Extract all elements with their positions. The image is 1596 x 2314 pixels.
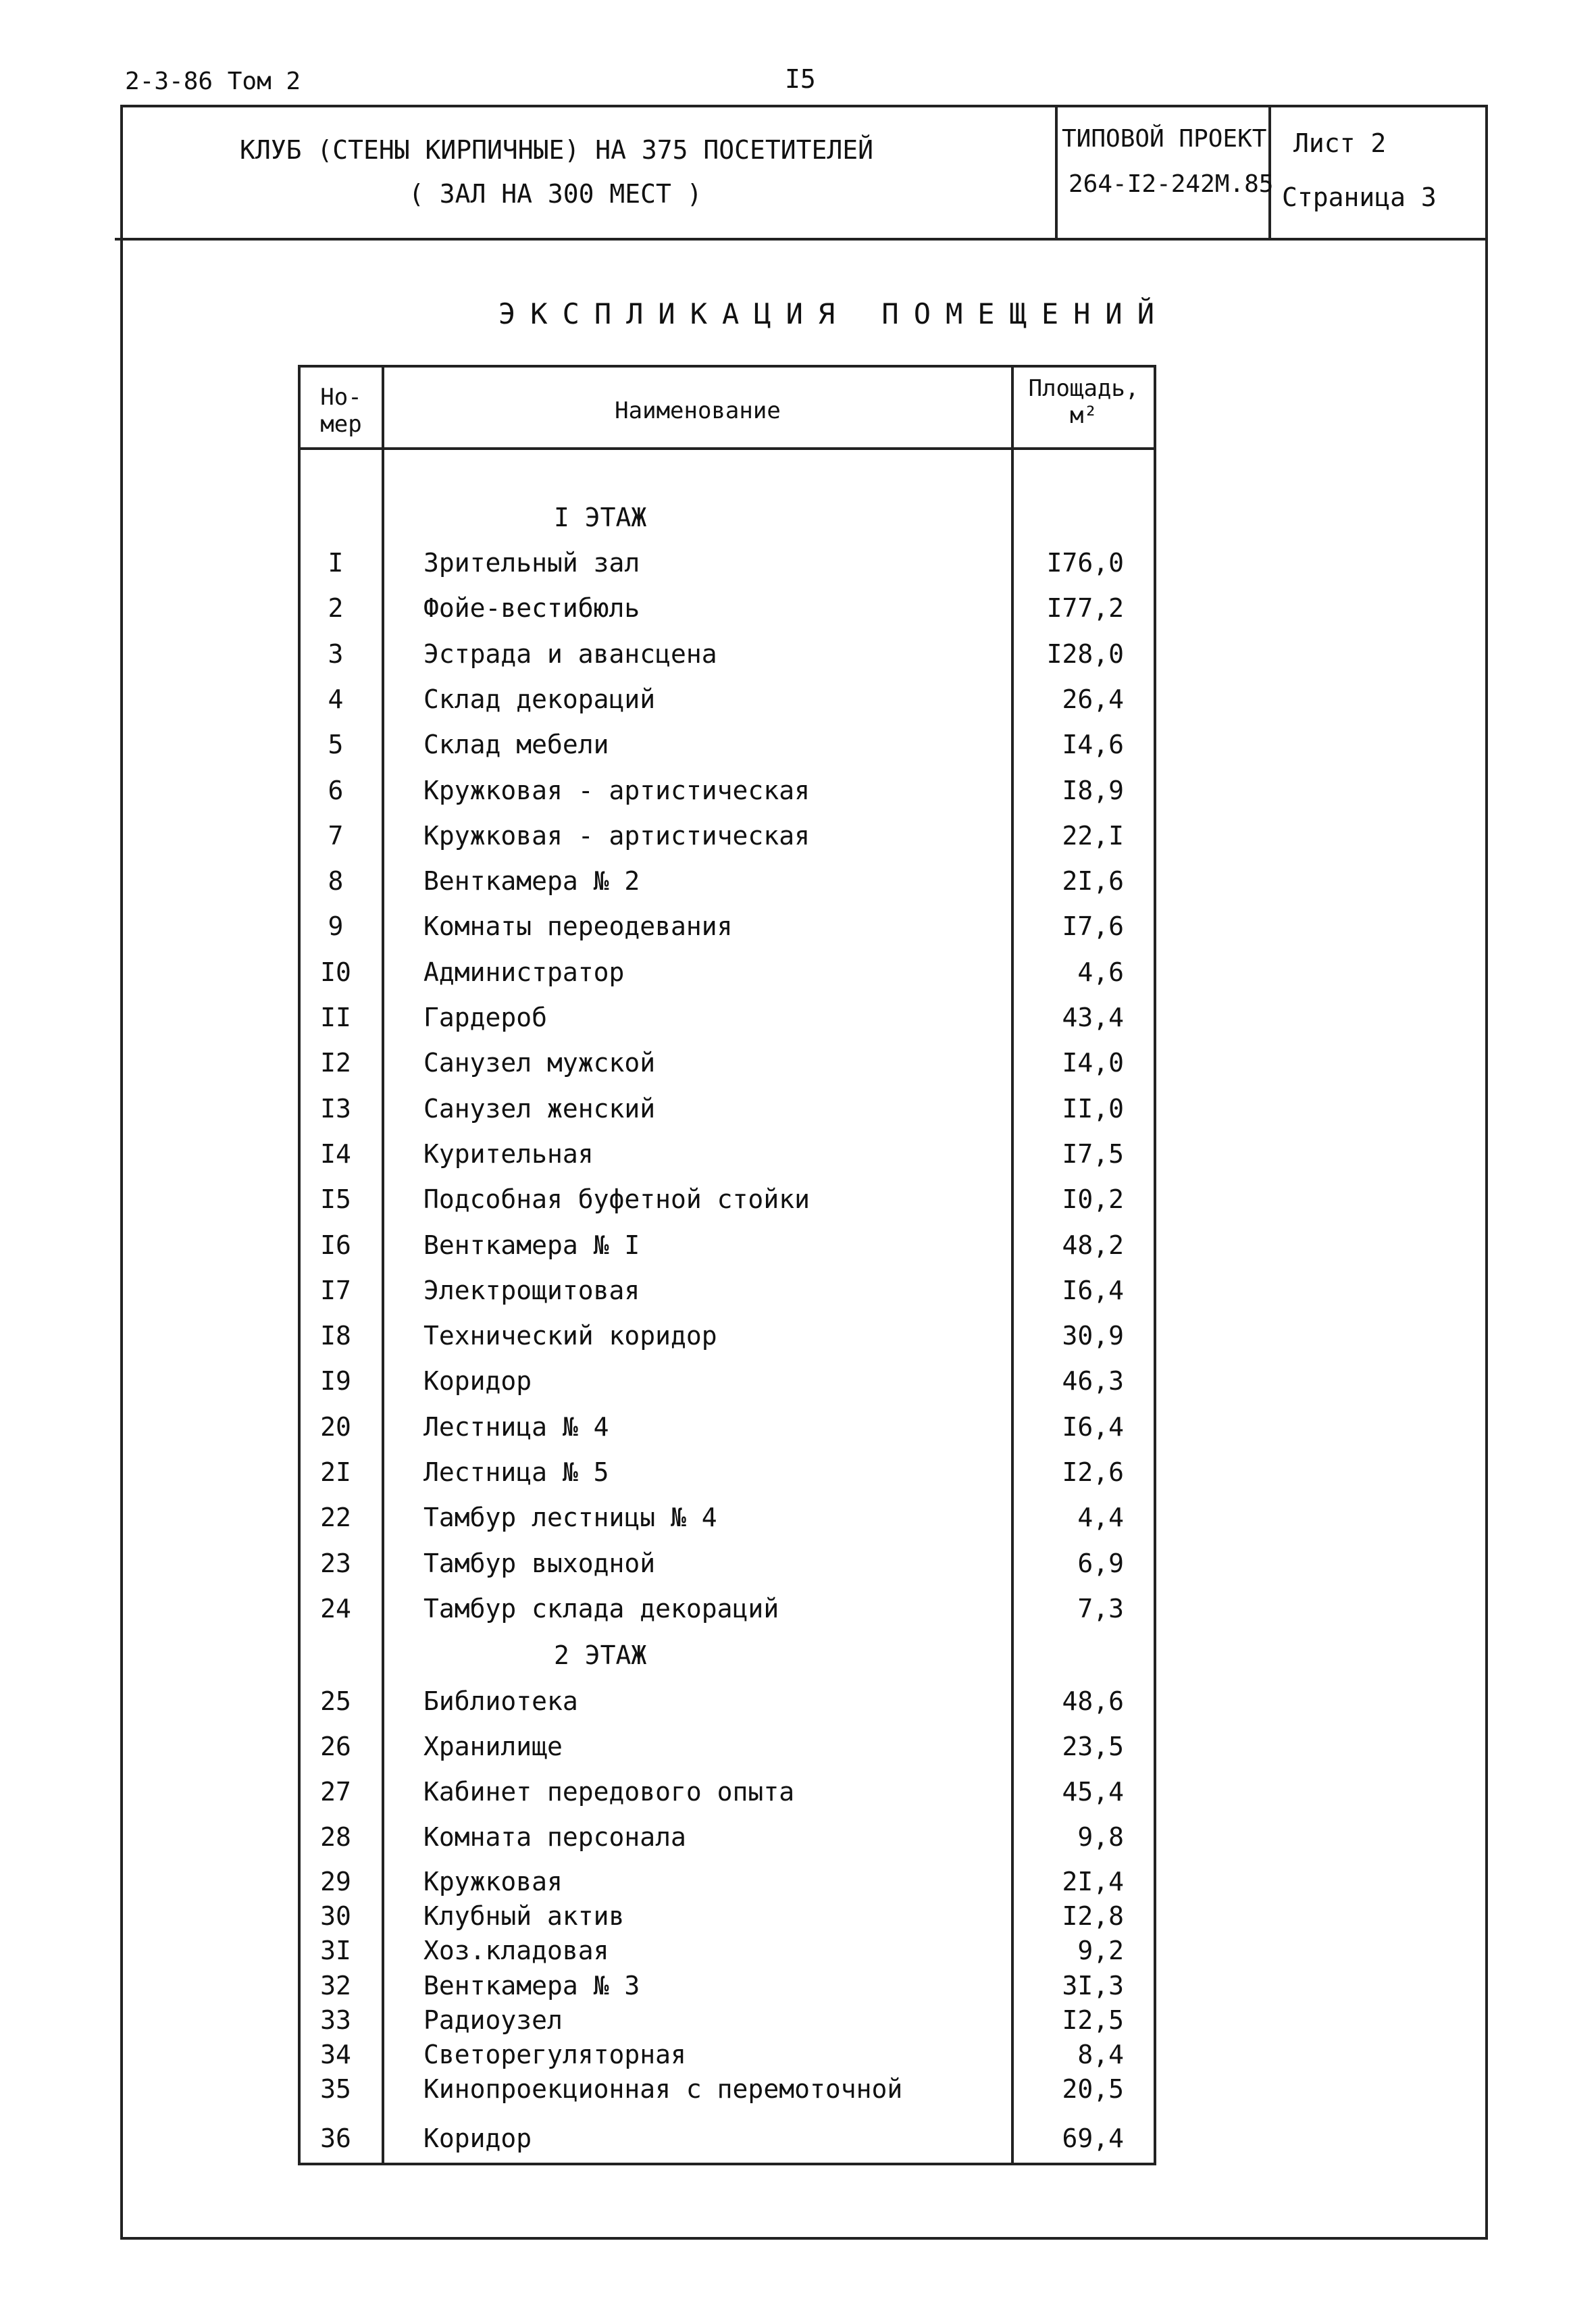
room-name: Лестница № 5	[423, 1457, 609, 1487]
document-code: 2-3-86 Том 2	[125, 68, 301, 95]
table-row	[298, 589, 1156, 627]
table-row	[298, 772, 1156, 809]
room-area: I6,4	[1062, 1411, 1124, 1442]
table-row	[298, 726, 1156, 763]
table-row	[298, 862, 1156, 900]
table-row	[298, 2119, 1156, 2157]
floor-2-heading: 2 ЭТАЖ	[554, 1640, 647, 1670]
room-name: Радиоузел	[423, 2005, 563, 2035]
table-row	[298, 1863, 1156, 1901]
column-header-number: Но- мер	[320, 384, 362, 438]
table-row	[298, 1408, 1156, 1446]
room-name: Тамбур склада декораций	[423, 1593, 779, 1624]
room-name: Комната персонала	[423, 1822, 686, 1852]
room-name: Кинопроекционная с перемоточной	[423, 2074, 903, 2105]
room-number: I6	[320, 1230, 351, 1260]
room-number: 5	[328, 730, 344, 760]
column-header-name: Наименование	[615, 397, 781, 424]
table-row	[298, 1818, 1156, 1856]
room-area: 7,3	[1077, 1593, 1124, 1624]
project-type-label: ТИПОВОЙ ПРОЕКТ	[1062, 125, 1267, 153]
room-area: 4,4	[1077, 1503, 1124, 1533]
room-name: Венткамера № 3	[423, 1970, 640, 2001]
room-number: I5	[320, 1184, 351, 1215]
room-name: Зрительный зал	[423, 548, 640, 578]
table-row	[298, 1544, 1156, 1582]
page-number: I5	[785, 64, 816, 94]
room-area: 48,2	[1062, 1230, 1124, 1260]
room-area: I76,0	[1046, 548, 1124, 578]
room-number: 22	[320, 1503, 351, 1533]
room-area: I2,6	[1062, 1457, 1124, 1487]
room-area: I8,9	[1062, 775, 1124, 805]
room-name: Эстрада и авансцена	[423, 638, 717, 669]
room-number: I	[328, 548, 344, 578]
room-area: 69,4	[1062, 2123, 1124, 2153]
table-row	[298, 1932, 1156, 1969]
room-area: I4,6	[1062, 730, 1124, 760]
room-area: I77,2	[1046, 593, 1124, 624]
table-row	[298, 1590, 1156, 1628]
room-area: I7,6	[1062, 911, 1124, 942]
room-number: 27	[320, 1777, 351, 1807]
room-name: Клубный актив	[423, 1901, 625, 1932]
room-area: 3I,3	[1062, 1970, 1124, 2001]
table-row	[298, 1453, 1156, 1491]
table-row	[298, 635, 1156, 673]
table-row	[298, 2036, 1156, 2073]
table-row	[298, 1897, 1156, 1935]
room-area: 48,6	[1062, 1686, 1124, 1716]
room-number: 24	[320, 1593, 351, 1624]
table-row	[298, 817, 1156, 855]
page-label: Страница 3	[1282, 182, 1437, 212]
room-name: Лестница № 4	[423, 1411, 609, 1442]
room-name: Кружковая - артистическая	[423, 775, 810, 805]
room-number: 36	[320, 2123, 351, 2153]
project-title-line1: КЛУБ (СТЕНЫ КИРПИЧНЫЕ) НА 375 ПОСЕТИТЕЛЕЙ	[240, 135, 873, 165]
room-name: Хранилище	[423, 1732, 563, 1761]
table-header-line	[298, 447, 1156, 450]
room-number: 25	[320, 1686, 351, 1716]
room-name: Венткамера № I	[423, 1230, 640, 1260]
room-number: 7	[328, 820, 344, 851]
room-name: Курительная	[423, 1138, 594, 1169]
room-number: II	[320, 1003, 351, 1032]
table-row	[298, 907, 1156, 945]
table-row	[298, 1967, 1156, 2005]
room-name: Гардероб	[423, 1003, 548, 1032]
sheet-label: Лист 2	[1293, 128, 1387, 158]
table-row	[298, 1499, 1156, 1536]
room-area: 2I,6	[1062, 866, 1124, 897]
room-number: 28	[320, 1822, 351, 1852]
room-number: I8	[320, 1321, 351, 1351]
room-name: Склад мебели	[423, 730, 609, 760]
room-name: Санузел женский	[423, 1093, 656, 1124]
room-number: 2	[328, 593, 344, 624]
room-name: Санузел мужской	[423, 1048, 656, 1078]
room-area: I2,8	[1062, 1901, 1124, 1932]
room-number: I9	[320, 1366, 351, 1397]
room-number: 20	[320, 1411, 351, 1442]
room-name: Технический коридор	[423, 1321, 717, 1351]
room-number: I7	[320, 1275, 351, 1305]
room-name: Электрощитовая	[423, 1275, 640, 1305]
room-area: 22,I	[1062, 820, 1124, 851]
table-row	[298, 1362, 1156, 1400]
room-name: Администратор	[423, 957, 625, 987]
floor-1-heading: I ЭТАЖ	[554, 503, 647, 532]
table-row	[298, 953, 1156, 991]
room-number: 2I	[320, 1457, 351, 1487]
room-name: Комнаты переодевания	[423, 911, 733, 942]
table-row	[298, 1044, 1156, 1082]
project-title-line2: ( ЗАЛ НА 300 МЕСТ )	[409, 179, 702, 209]
room-name: Фойе-вестибюль	[423, 593, 640, 624]
table-row	[298, 680, 1156, 718]
room-number: 35	[320, 2074, 351, 2105]
room-name: Коридор	[423, 2123, 532, 2153]
room-area: 4,6	[1077, 957, 1124, 987]
room-area: 46,3	[1062, 1366, 1124, 1397]
room-area: 9,2	[1077, 1936, 1124, 1966]
table-row	[298, 1728, 1156, 1765]
room-name: Кружковая	[423, 1867, 563, 1896]
room-area: 20,5	[1062, 2074, 1124, 2105]
room-area: I2,5	[1062, 2005, 1124, 2035]
room-name: Венткамера № 2	[423, 866, 640, 897]
room-name: Тамбур выходной	[423, 1548, 656, 1578]
room-name: Хоз.кладовая	[423, 1936, 609, 1966]
table-row	[298, 2001, 1156, 2039]
table-row	[298, 1090, 1156, 1128]
room-area: 8,4	[1077, 2040, 1124, 2069]
table-row	[298, 1226, 1156, 1264]
column-header-area: Площадь, м²	[1028, 375, 1139, 429]
room-number: 4	[328, 684, 344, 714]
room-name: Светорегуляторная	[423, 2040, 686, 2069]
room-area: 9,8	[1077, 1822, 1124, 1852]
room-number: 8	[328, 866, 344, 897]
section-heading: ЭКСПЛИКАЦИЯ ПОМЕЩЕНИЙ	[498, 297, 1170, 330]
room-area: II,0	[1062, 1093, 1124, 1124]
room-name: Тамбур лестницы № 4	[423, 1503, 717, 1533]
room-number: I2	[320, 1048, 351, 1078]
room-number: 33	[320, 2005, 351, 2035]
table-row	[298, 999, 1156, 1036]
table-row	[298, 1773, 1156, 1811]
room-area: 26,4	[1062, 684, 1124, 714]
title-block-divider-1	[1055, 105, 1058, 241]
room-number: 3I	[320, 1936, 351, 1966]
room-area: I4,0	[1062, 1048, 1124, 1078]
table-row	[298, 1180, 1156, 1218]
room-number: 23	[320, 1548, 351, 1578]
table-row	[298, 2070, 1156, 2108]
room-name: Коридор	[423, 1366, 532, 1397]
title-block-divider	[115, 238, 1488, 241]
room-area: I28,0	[1046, 638, 1124, 669]
room-number: 32	[320, 1970, 351, 2001]
table-row	[298, 1317, 1156, 1355]
room-name: Библиотека	[423, 1686, 578, 1716]
room-number: 9	[328, 911, 344, 942]
room-number: 34	[320, 2040, 351, 2069]
room-number: 6	[328, 775, 344, 805]
room-area: I0,2	[1062, 1184, 1124, 1215]
room-number: 26	[320, 1732, 351, 1761]
room-number: I0	[320, 957, 351, 987]
table-row	[298, 1135, 1156, 1173]
table-row	[298, 544, 1156, 582]
room-area: 30,9	[1062, 1321, 1124, 1351]
room-name: Склад декораций	[423, 684, 656, 714]
room-name: Кружковая - артистическая	[423, 820, 810, 851]
table-row	[298, 1272, 1156, 1309]
room-area: I6,4	[1062, 1275, 1124, 1305]
project-code: 264-I2-242М.85	[1069, 170, 1274, 198]
room-area: 6,9	[1077, 1548, 1124, 1578]
room-number: I4	[320, 1138, 351, 1169]
room-number: I3	[320, 1093, 351, 1124]
room-name: Подсобная буфетной стойки	[423, 1184, 810, 1215]
room-name: Кабинет передового опыта	[423, 1777, 795, 1807]
room-number: 3	[328, 638, 344, 669]
room-area: 23,5	[1062, 1732, 1124, 1761]
room-area: 43,4	[1062, 1003, 1124, 1032]
room-number: 30	[320, 1901, 351, 1932]
room-area: 2I,4	[1062, 1867, 1124, 1896]
table-row	[298, 1682, 1156, 1720]
room-area: 45,4	[1062, 1777, 1124, 1807]
room-area: I7,5	[1062, 1138, 1124, 1169]
room-number: 29	[320, 1867, 351, 1896]
